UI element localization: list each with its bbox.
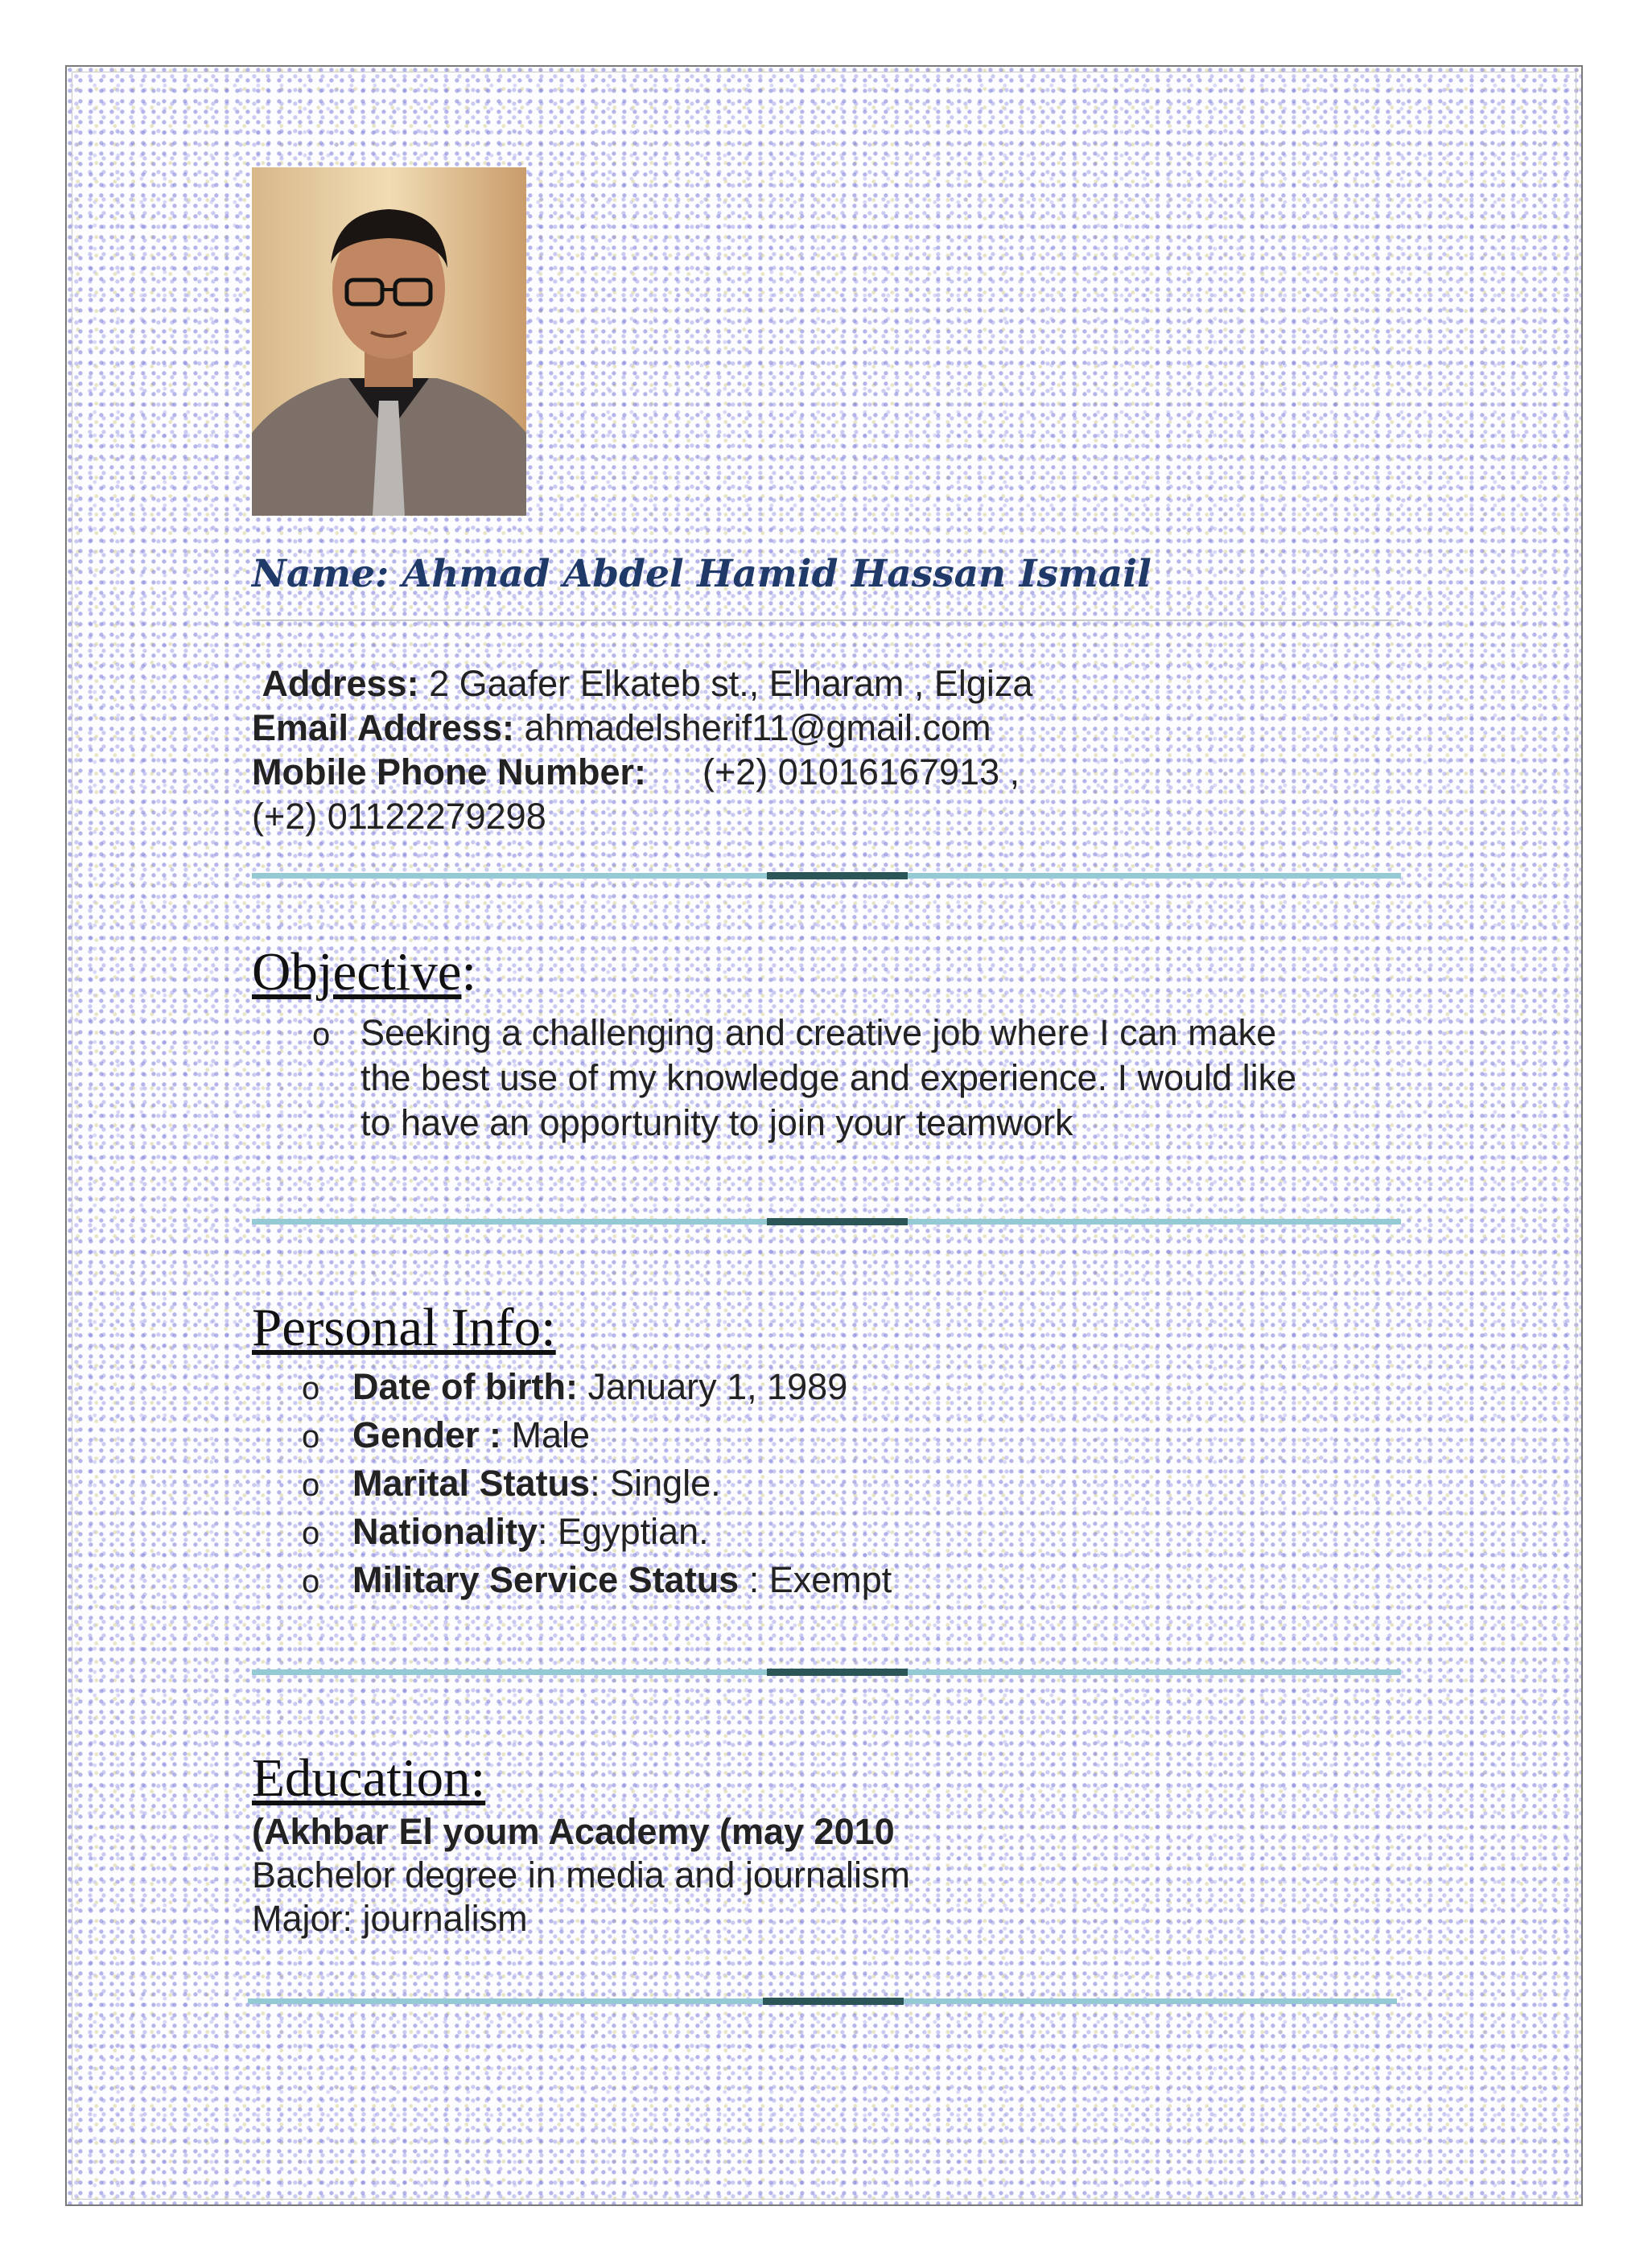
contact-block [252,661,1032,838]
objective-item [252,1011,1296,1146]
address-label: Address: [262,663,419,704]
objective-list [252,1011,1296,1146]
education-title: Education: [252,1748,486,1808]
phone-value-1: (+2) 01016167913 , [702,751,1020,792]
email-value[interactable]: ahmadelsherif11@gmail.com [524,707,991,748]
info-value: January 1, 1989 [577,1366,848,1407]
candidate-name: Name: Ahmad Abdel Hamid Hassan Ismail [252,552,1152,596]
info-label: Military Service Status [352,1559,740,1600]
personal-info-item [252,1363,892,1411]
name-underline [252,619,1399,621]
info-label: Marital Status [352,1463,591,1504]
objective-line: the best use of my knowledge and experience. I would like [360,1057,1297,1098]
bullet-marker: o [302,1564,320,1599]
info-label: Gender : [352,1414,502,1455]
bullet-marker: o [302,1467,320,1503]
divider-accent [767,872,908,879]
bullet-marker: o [302,1516,320,1551]
objective-title: Objective: [252,942,477,1002]
education-institution: (Akhbar El youm Academy (may 2010 [252,1811,895,1852]
section-divider [248,1998,1397,2004]
info-label: Nationality [352,1511,538,1552]
phone-value-2: (+2) 01122279298 [252,796,546,837]
profile-photo [252,167,526,516]
section-divider [252,1219,1401,1225]
education-major: Major: journalism [252,1898,528,1939]
personal-info-item [252,1508,892,1556]
bullet-marker: o [302,1371,320,1406]
divider-accent [767,1218,908,1225]
divider-accent [767,1669,908,1676]
section-divider [252,1669,1401,1675]
education-degree: Bachelor degree in media and journalism [252,1854,910,1895]
info-value: : Single. [590,1463,721,1504]
info-value: : Exempt [739,1559,892,1600]
objective-line: Seeking a challenging and creative job where I can make [360,1012,1277,1053]
email-line [252,706,1032,750]
phone-line [252,750,1032,794]
personal-info-item [252,1556,892,1604]
address-value: 2 Gaafer Elkateb st., Elharam , Elgiza [429,663,1033,704]
bullet-marker: o [312,1017,331,1052]
personal-info-item [252,1459,892,1508]
email-label: Email Address: [252,707,514,748]
personal-info-title: Personal Info: [252,1298,556,1357]
section-divider [252,873,1401,879]
personal-info-list [252,1363,892,1604]
divider-accent [763,1998,904,2005]
objective-line: to have an opportunity to join your teamwork [360,1102,1073,1143]
info-value: Male [501,1414,591,1455]
info-label: Date of birth: [352,1366,578,1407]
info-value: : Egyptian. [538,1511,709,1552]
education-block [252,1810,910,1941]
bullet-marker: o [302,1419,320,1455]
personal-info-item [252,1411,892,1459]
phone-label: Mobile Phone Number: [252,751,647,792]
address-line [252,661,1032,706]
